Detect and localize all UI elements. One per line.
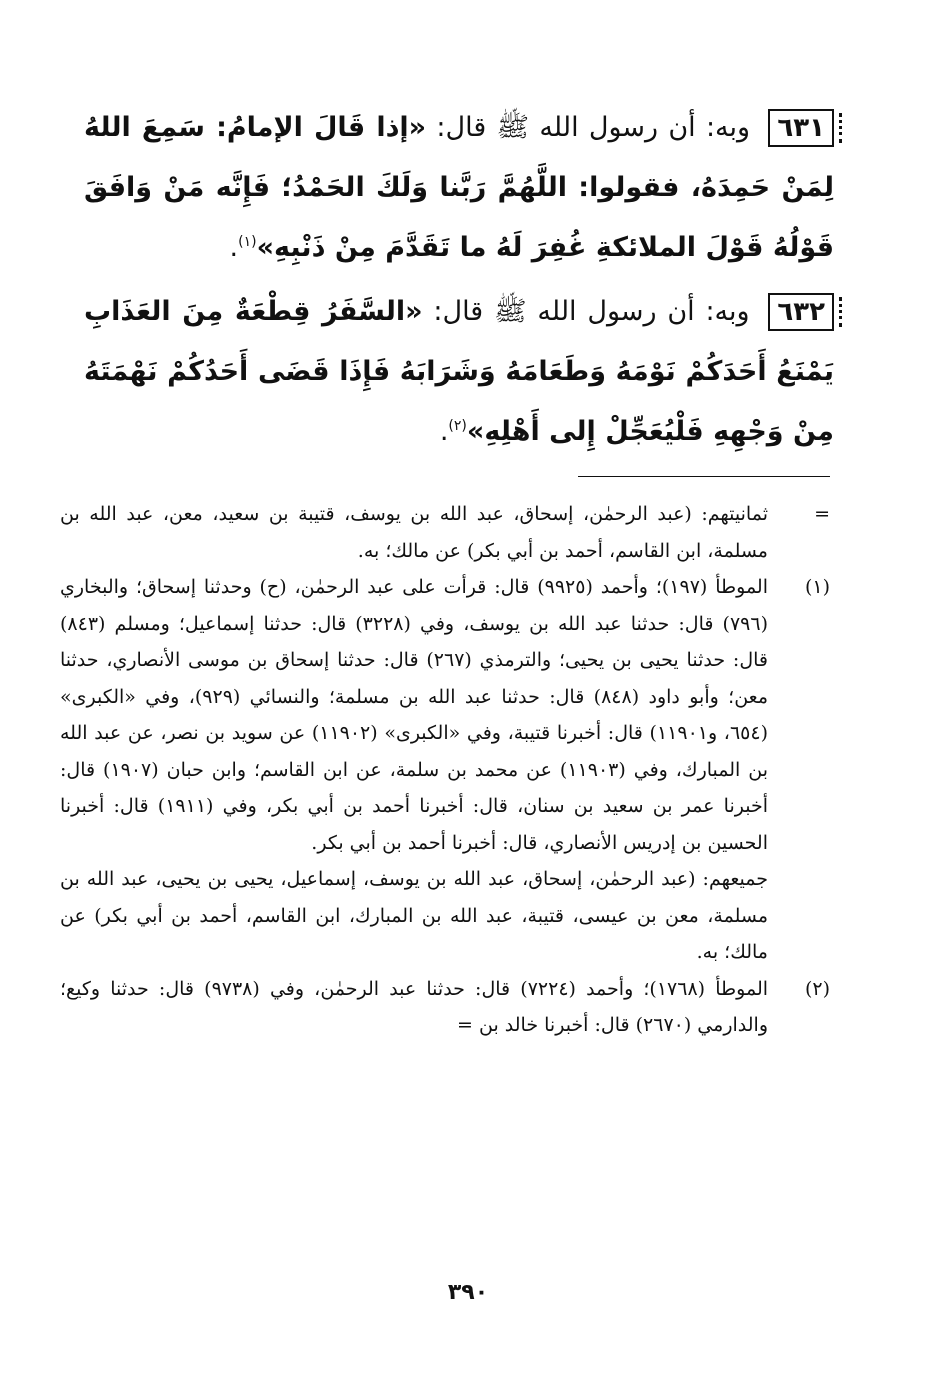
- footnote-1-continuation: جميعهم: (عبد الرحمٰن، إسحاق، عبد الله بن يوسف، إسماعيل، يحيى بن يحيى، عبد الله بن مسلمة، معن بن عيسى، قتيبة، عبد الله بن المبارك، ابن القاسم، أحمد بن أبي بكر) عن مالك؛ به.: [60, 868, 768, 963]
- footnote-text: الموطأ (١٩٧)؛ وأحمد (٩٩٢٥) قال: قرأت على عبد الرحمٰن، (ح) وحدثنا إسحاق؛ والبخاري (٧٩٦) قال: حدثنا عبد الله بن يوسف، وفي (٣٢٢٨) قال: حدثنا إسماعيل؛ ومسلم (٨٤٣) قال: حدثنا يحيى بن يحيى؛ والترمذي (٢٦٧) قال: حدثنا إسحاق بن موسى الأنصاري، حدثنا معن؛ وأبو داود (٨٤٨) قال: حدثنا عبد الله بن مسلمة؛ والنسائي (٩٢٩)، وفي «الكبرى» (٦٥٤، و١١٩٠١) قال: أخبرنا قتيبة، وفي «الكبرى» (١١٩٠٢) عن سويد بن نصر، عن عبد الله بن المبارك، وفي (١١٩٠٣) عن محمد بن سلمة، عن ابن القاسم؛ وابن حبان (١٩٠٧) قال: أخبرنا عمر بن سعيد بن سنان، قال: أخبرنا أحمد بن أبي بكر، وفي (١٩١١) قال: أخبرنا الحسين بن إدريس الأنصاري، قال: أخبرنا أحمد بن أبي بكر.: [60, 576, 769, 854]
- footnote-1: [60, 569, 830, 861]
- footnote-text: الموطأ (١٧٦٨)؛ وأحمد (٧٢٢٤) قال: حدثنا عبد الرحمٰن، وفي (٩٧٣٨) قال: حدثنا وكيع؛ والدارمي (٢٦٧٠) قال: أخبرنا خالد بن =: [60, 977, 769, 1036]
- hadith-end: .: [439, 416, 449, 447]
- hadith-number-box: ٦٣١: [768, 109, 834, 147]
- footnote-2: [60, 971, 830, 1044]
- footnote-marker: (٢): [804, 977, 830, 1000]
- footnotes: [60, 496, 830, 1044]
- hadith-text: «إذا قَالَ الإمامُ: سَمِعَ اللهُ لِمَنْ حَمِدَهُ، فقولوا: اللَّهُمَّ رَبَّنا وَلَكَ الحَمْدُ؛ فَإِنَّه مَنْ وَافَقَ قَوْلُهُ قَوْلَ الملائكةِ غُفِرَ لَهُ ما تَقَدَّمَ مِنْ ذَنْبِهِ»: [84, 112, 834, 263]
- footnote-separator: [578, 476, 830, 477]
- hadith-631: [84, 98, 834, 278]
- hadith-end: .: [229, 232, 239, 263]
- footnote-text: ثمانيتهم: (عبد الرحمٰن، إسحاق، عبد الله بن يوسف، قتيبة بن سعيد، معن، عبد الله بن مسلمة، ابن القاسم، أحمد بن أبي بكر) عن مالك؛ به.: [60, 503, 768, 562]
- footnote-marker: =: [814, 503, 830, 525]
- footnote-marker: (١): [804, 576, 830, 598]
- hadith-632: [84, 282, 834, 462]
- hadith-text: «السَّفَرُ قِطْعَةٌ مِنَ العَذَابِ يَمْنَعُ أَحَدَكُمْ نَوْمَهُ وَطَعَامَهُ وَشَرَابَهُ فَإِذَا قَضَى أَحَدُكُمْ نَهْمَتَهُ مِنْ وَجْهِهِ فَلْيُعَجِّلْ إِلى أَهْلِهِ»: [84, 296, 834, 447]
- footnote-ref: (٢): [448, 418, 467, 434]
- hadith-intro: وبه: أن رسول الله ﷺ قال:: [426, 112, 751, 143]
- hadith-intro: وبه: أن رسول الله ﷺ قال:: [422, 296, 750, 327]
- footnote-ref: (١): [238, 234, 257, 250]
- page-number: ٣٩٠: [447, 1280, 489, 1305]
- footnote-continued: [60, 496, 830, 569]
- hadith-number-box: ٦٣٢: [768, 293, 834, 331]
